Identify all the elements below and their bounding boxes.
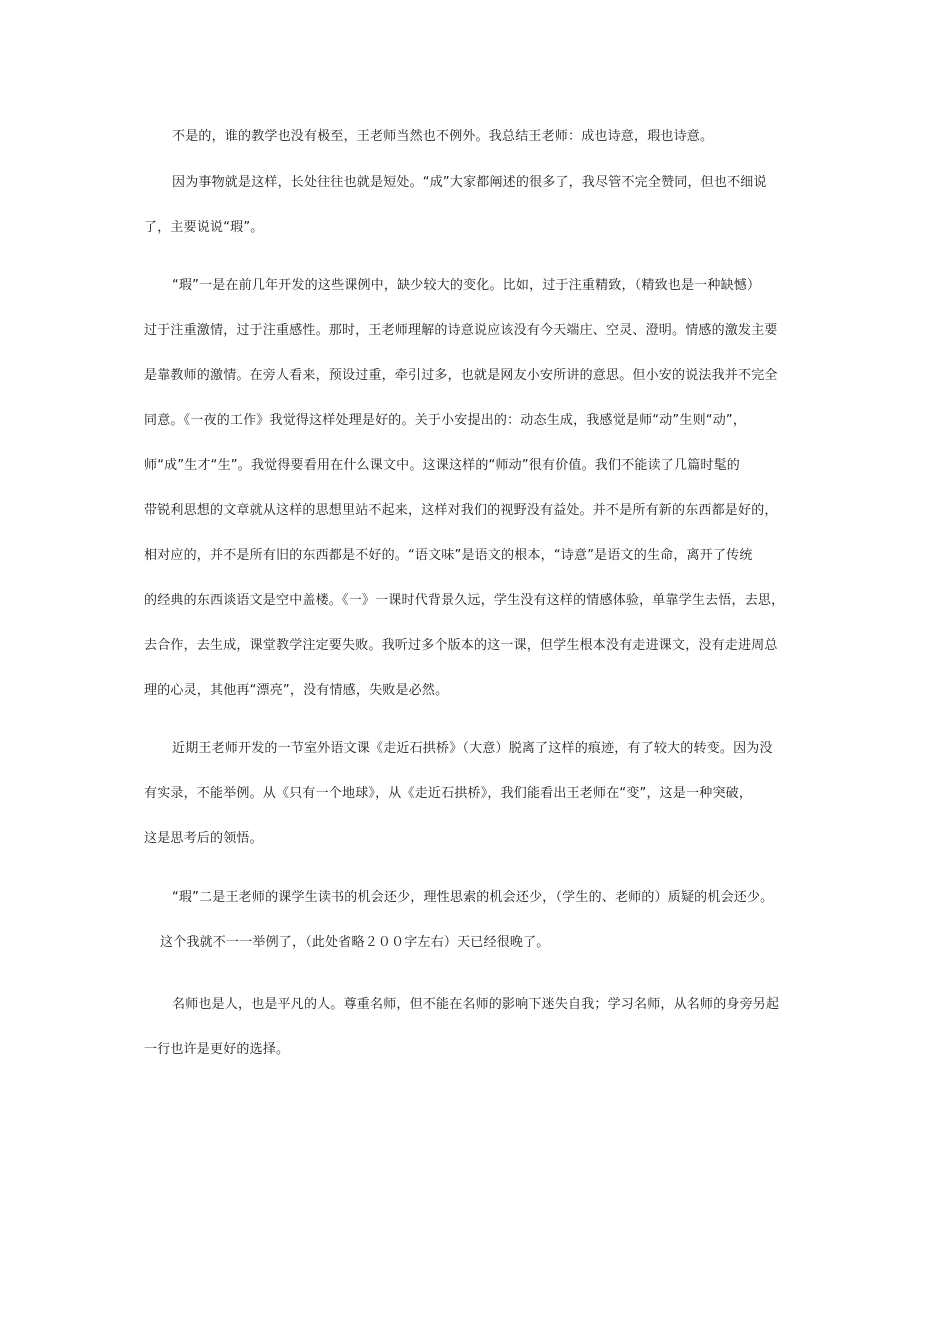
text-line: “瑕”一是在前几年开发的这些课例中，缺少较大的变化。比如，过于注重精致，（精致也是一种缺憾） xyxy=(172,278,761,293)
text-line: 师“成”生才“生”。我觉得要看用在什么课文中。这课这样的“师动”很有价值。我们不能读了几篇时髦的 xyxy=(144,458,741,473)
text-line: 同意。《一夜的工作》我觉得这样处理是好的。关于小安提出的：动态生成，我感觉是师“动”生则“动”， xyxy=(144,413,747,428)
text-line: 带锐利思想的文章就从这样的思想里站不起来，这样对我们的视野没有益处。并不是所有新的东西都是好的， xyxy=(144,503,778,518)
text-line: 不是的，谁的教学也没有极至，王老师当然也不例外。我总结王老师：成也诗意，瑕也诗意。 xyxy=(172,129,714,144)
text-line: 这个我就不一一举例了，（此处省略２００字左右）天已经很晚了。 xyxy=(160,935,550,950)
text-line: 因为事物就是这样，长处往往也就是短处。“成”大家都阐述的很多了，我尽管不完全赞同，但也不细说 xyxy=(172,175,767,190)
text-line: 这是思考后的领悟。 xyxy=(144,831,263,846)
text-line: 过于注重激情，过于注重感性。那时，王老师理解的诗意说应该没有今天端庄、空灵、澄明。情感的激发主要 xyxy=(144,323,778,338)
text-line: 一行也许是更好的选择。 xyxy=(144,1042,290,1057)
text-line: 去合作，去生成，课堂教学注定要失败。我听过多个版本的这一课，但学生根本没有走进课文，没有走进周总 xyxy=(144,638,778,653)
text-line: 有实录，不能举例。从《只有一个地球》，从《走近石拱桥》，我们能看出王老师在“变”，这是一种突破， xyxy=(144,786,753,801)
text-line: 理的心灵，其他再“漂亮”，没有情感，失败是必然。 xyxy=(144,683,449,698)
text-line: 名师也是人，也是平凡的人。尊重名师，但不能在名师的影响下迷失自我；学习名师，从名师的身旁另起 xyxy=(172,997,780,1012)
text-line: 是靠教师的激情。在旁人看来，预设过重，牵引过多，也就是网友小安所讲的意思。但小安的说法我并不完全 xyxy=(144,368,778,383)
text-line: 了，主要说说“瑕”。 xyxy=(144,220,264,235)
text-line: 相对应的，并不是所有旧的东西都是不好的。“语文味”是语文的根本，“诗意”是语文的生命，离开了传统 xyxy=(144,548,753,563)
text-line: “瑕”二是王老师的课学生读书的机会还少，理性思索的机会还少，（学生的、老师的）质疑的机会还少。 xyxy=(172,890,774,905)
text-line: 近期王老师开发的一节室外语文课《走近石拱桥》（大意）脱离了这样的痕迹，有了较大的转变。因为没 xyxy=(172,741,773,756)
text-line: 的经典的东西谈语文是空中盖楼。《一》一课时代背景久远，学生没有这样的情感体验，单靠学生去悟，去思， xyxy=(144,593,785,608)
